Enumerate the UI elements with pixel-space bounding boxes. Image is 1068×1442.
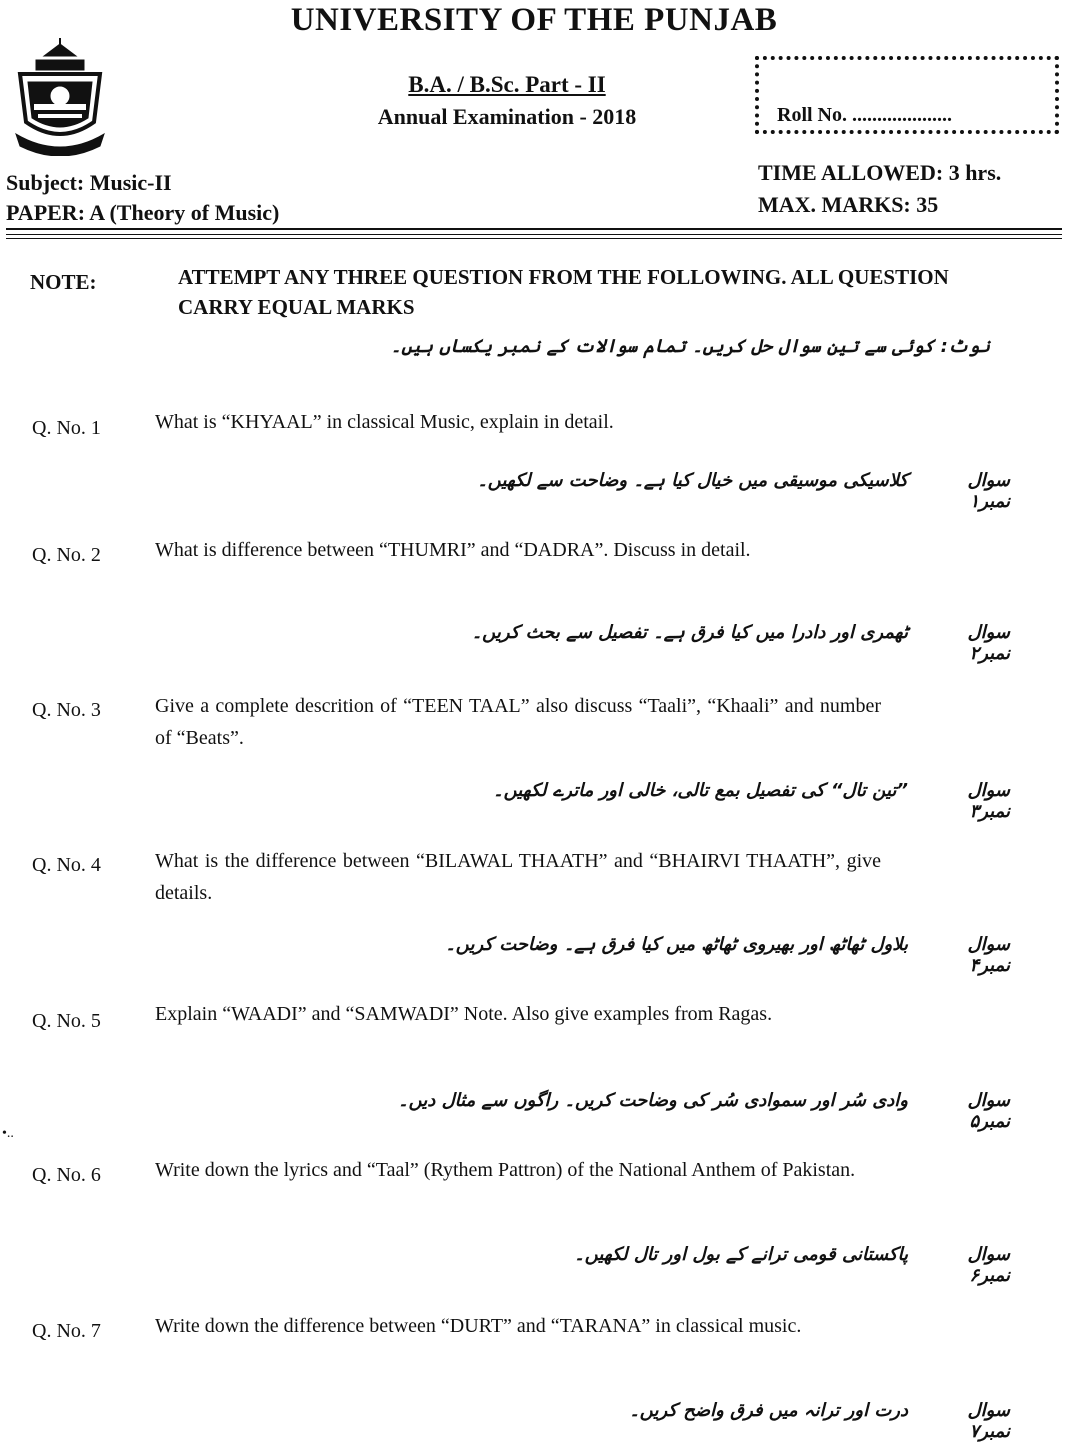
header-divider-thin-2 — [6, 238, 1062, 239]
roll-number-label: Roll No. .................... — [777, 104, 952, 126]
note-urdu: نوٹ: کوئی سے تین سوال حل کریں۔ تمام سوالات کے نمبر یکساں ہیں۔ — [390, 336, 990, 357]
header-divider — [6, 228, 1062, 230]
question-number: Q. No. 1 — [32, 417, 101, 439]
university-title: UNIVERSITY OF THE PUNJAB — [290, 2, 778, 38]
question-number: Q. No. 2 — [32, 544, 101, 566]
question-text: Explain “WAADI” and “SAMWADI” Note. Also give examples from Ragas. — [155, 1003, 773, 1025]
urdu-question-number: سوال نمبر۳ — [967, 780, 1010, 822]
urdu-question-text: پاکستانی قومی ترانے کے بول اور تال لکھیں۔ — [574, 1244, 908, 1265]
urdu-question-text: درت اور ترانہ میں فرق واضح کریں۔ — [629, 1400, 908, 1421]
urdu-question-number: سوال نمبر۱ — [967, 470, 1010, 512]
question-text: Give a complete descrition of “TEEN TAAL” also discuss “Taali”, “Khaali” and number of “Beats”. — [155, 695, 881, 749]
question-text: What is “KHYAAL” in classical Music, explain in detail. — [155, 411, 614, 433]
urdu-question-text: بلاول ٹھاٹھ اور بھیروی ٹھاٹھ میں کیا فرق ہے۔ وضاحت کریں۔ — [445, 934, 908, 955]
note-label: NOTE: — [30, 270, 97, 294]
max-marks: MAX. MARKS: 35 — [758, 192, 939, 217]
question-number: Q. No. 4 — [32, 854, 101, 876]
time-allowed: TIME ALLOWED: 3 hrs. — [758, 160, 1002, 185]
urdu-question-number: سوال نمبر۷ — [967, 1400, 1010, 1442]
question-number: Q. No. 3 — [32, 699, 101, 721]
urdu-question-text: کلاسیکی موسیقی میں خیال کیا ہے۔ وضاحت سے لکھیں۔ — [477, 470, 908, 491]
exam-title: Annual Examination - 2018 — [377, 104, 637, 129]
question-text: Write down the difference between “DURT” and “TARANA” in classical music. — [155, 1315, 802, 1337]
question-number: Q. No. 7 — [32, 1320, 101, 1342]
urdu-question-number: سوال نمبر۵ — [967, 1090, 1010, 1132]
program-title: B.A. / B.Sc. Part - II — [408, 72, 606, 97]
urdu-question-number: سوال نمبر۲ — [967, 622, 1010, 664]
urdu-question-text: وادی سُر اور سموادی سُر کی وضاحت کریں۔ راگوں سے مثال دیں۔ — [398, 1090, 908, 1111]
scan-mark: •.. — [2, 1126, 14, 1141]
urdu-question-text: ٹھمری اور دادرا میں کیا فرق ہے۔ تفصیل سے بحث کریں۔ — [471, 622, 908, 643]
header-divider-thin — [6, 234, 1062, 235]
paper-label: PAPER: A (Theory of Music) — [6, 200, 280, 225]
question-text: What is difference between “THUMRI” and “DADRA”. Discuss in detail. — [155, 539, 751, 561]
question-text: Write down the lyrics and “Taal” (Rythem Pattron) of the National Anthem of Pakistan. — [155, 1159, 856, 1181]
subject-label: Subject: Music-II — [6, 170, 172, 195]
university-crest-logo — [14, 38, 106, 156]
urdu-question-number: سوال نمبر۶ — [967, 1244, 1010, 1286]
note-text: ATTEMPT ANY THREE QUESTION FROM THE FOLLOWING. ALL QUESTION CARRY EQUAL MARKS — [178, 265, 949, 319]
question-text: What is the difference between “BILAWAL THAATH” and “BHAIRVI THAATH”, give details. — [155, 850, 881, 904]
urdu-question-number: سوال نمبر۴ — [967, 934, 1010, 976]
roll-number-box — [755, 56, 1059, 134]
question-number: Q. No. 5 — [32, 1010, 101, 1032]
question-number: Q. No. 6 — [32, 1164, 101, 1186]
urdu-question-text: ”تین تال“ کی تفصیل بمع تالی، خالی اور ماترے لکھیں۔ — [493, 780, 908, 801]
